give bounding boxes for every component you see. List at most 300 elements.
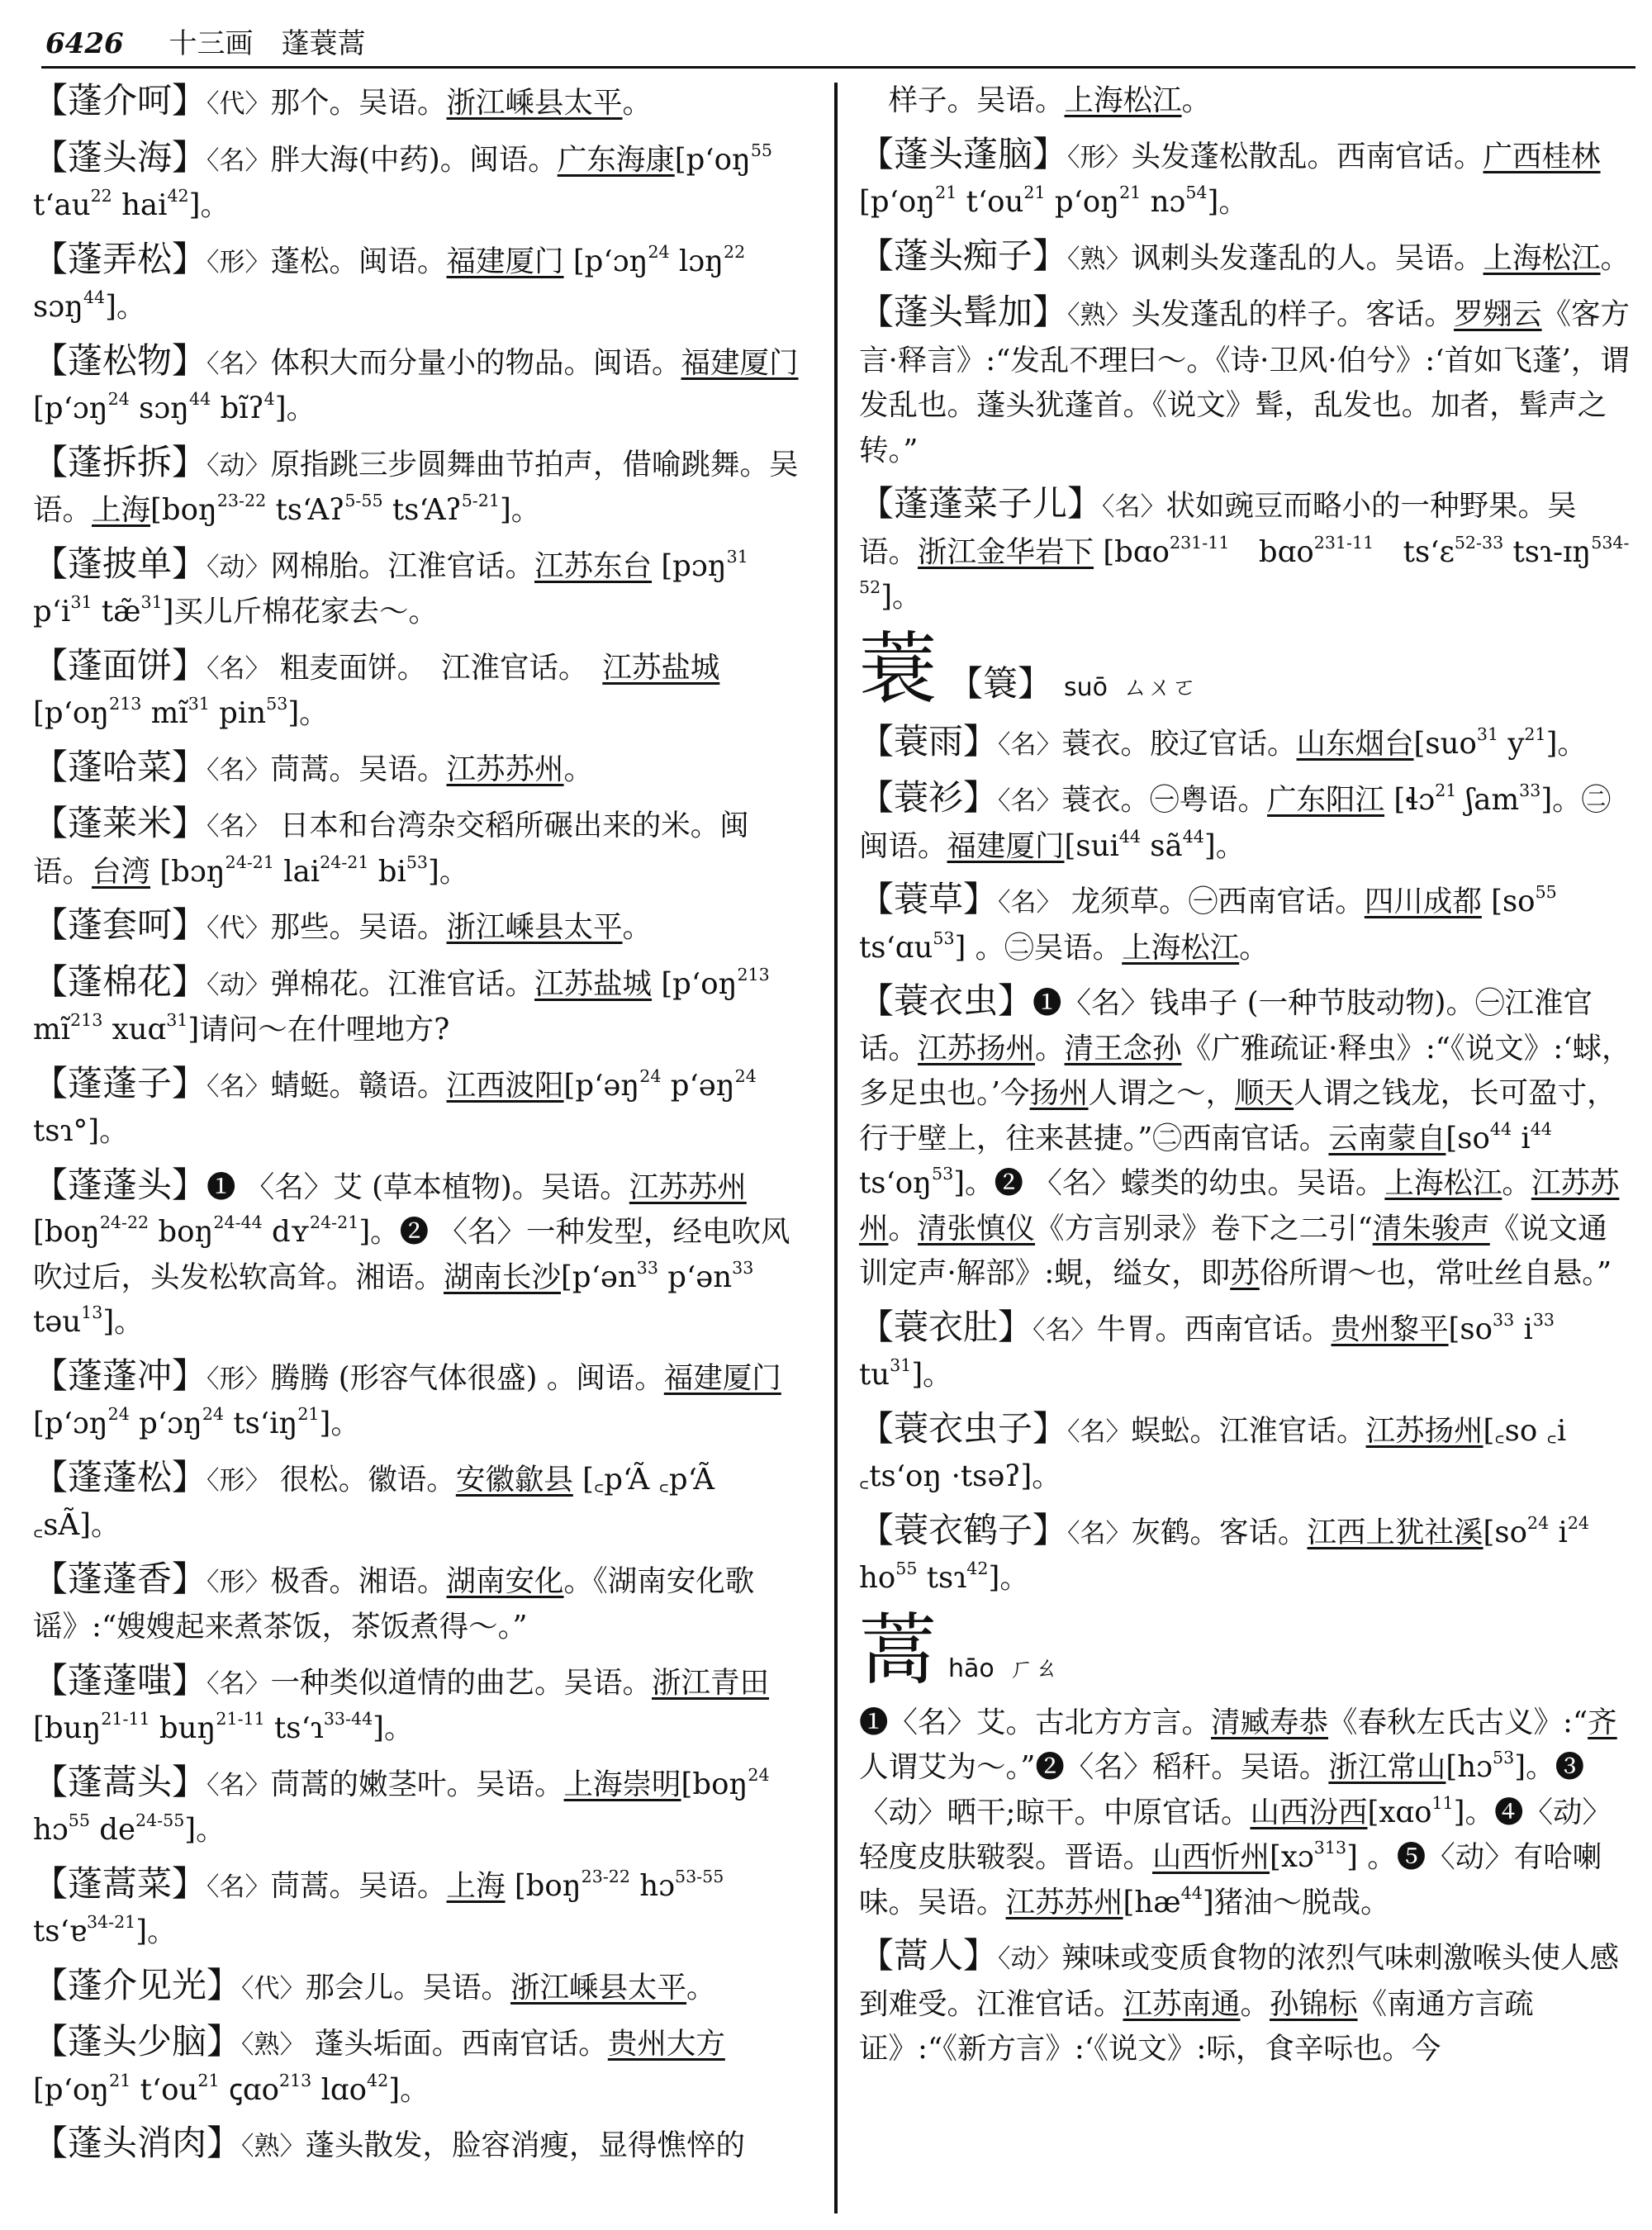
tone-mark: 42 — [367, 2070, 389, 2090]
definition-text: i — [1514, 1312, 1533, 1346]
definition-text: tsʻAʔ — [266, 493, 345, 527]
definition-text: 原指跳三步圆舞曲节拍声，借喻跳舞。吴语。 — [33, 447, 799, 527]
place-name: 上海 — [446, 1868, 506, 1903]
definition-text: lɔŋ — [669, 244, 724, 278]
tone-mark: 213 — [737, 964, 770, 985]
definition-text: 。 — [622, 86, 653, 120]
tone-mark: 21 — [1119, 182, 1142, 202]
tone-mark: 31 — [140, 591, 163, 612]
entry-headword: 【蓬蓬冲】 — [33, 1355, 207, 1396]
place-name: 广东海康 — [557, 142, 675, 177]
entry-headword: 【蓑衣虫】 — [859, 980, 1033, 1021]
entry-headword: 【蓬头蓬脑】 — [859, 133, 1068, 174]
place-name: 福建厦门 — [947, 828, 1065, 863]
tone-mark: 22 — [90, 185, 112, 206]
place-name: 江苏苏州 — [446, 752, 564, 786]
definition-text: tsʻɑu — [859, 930, 933, 965]
definition-text: tsɿ°]。 — [33, 1114, 129, 1148]
place-name: 顺天 — [1235, 1076, 1294, 1110]
tone-mark: 11 — [1431, 1792, 1454, 1813]
definition-text: ʃam — [1456, 783, 1520, 817]
tone-mark: 231-11 — [1313, 532, 1374, 553]
dictionary-entry — [859, 482, 1631, 620]
header-rule — [41, 66, 1635, 69]
definition-text: de — [89, 1813, 135, 1847]
part-of-speech: 〈名〉 — [206, 812, 271, 842]
entry-headword: 【蓬头消肉】 — [33, 2123, 242, 2163]
place-name: 上海松江 — [1122, 930, 1240, 965]
tone-mark: 55 — [895, 1558, 918, 1578]
definition-text: ]。 — [428, 854, 469, 889]
tone-mark: 21 — [197, 2070, 220, 2090]
definition-text: 蜈蚣。江淮官话。 — [1131, 1413, 1366, 1448]
place-name: 福建厦门 — [663, 1360, 781, 1395]
definition-text: ]。 — [1545, 726, 1587, 761]
definition-text: pʻi — [33, 595, 71, 629]
part-of-speech: 〈名〉 — [998, 729, 1062, 760]
definition-text: i — [1549, 1515, 1568, 1549]
zhuyin: ㄏㄠ — [1009, 1654, 1059, 1683]
definition-text: bɑo — [1229, 534, 1314, 569]
part-of-speech: 〈动〉 — [206, 970, 271, 1000]
entry-headword: 【蓬头海】 — [33, 136, 207, 178]
tone-mark: 52-33 — [1454, 532, 1504, 553]
definition-text: 粗麦面饼。 江淮官话。 — [270, 650, 603, 685]
dictionary-entry — [859, 132, 1631, 225]
entry-headword: 【蓬蒿头】 — [33, 1761, 207, 1802]
tone-mark: 24 — [639, 1065, 662, 1086]
definition-text: ]。 — [1203, 828, 1246, 863]
definition-text: mĩ — [141, 696, 188, 730]
entries-suo — [859, 719, 1631, 1601]
definition-text: pʻɔŋ — [129, 1407, 202, 1440]
entry-headword: 【蓬松物】 — [33, 339, 207, 381]
part-of-speech: 〈名〉 — [206, 1770, 271, 1801]
definition-text: 。 — [1502, 1166, 1531, 1200]
part-of-speech: 〈动〉 — [206, 552, 271, 582]
definition-text: hɔ — [33, 1813, 69, 1847]
definition-text: [boŋ — [505, 1868, 582, 1903]
definition-text: 。 — [622, 910, 653, 944]
place-name: 清张慎仪 — [918, 1211, 1036, 1245]
entry-headword: 【蒿人】 — [859, 1935, 999, 1976]
place-name: 贵州大方 — [607, 2027, 725, 2061]
entry-headword: 【蓬头痴子】 — [859, 235, 1068, 276]
entry-headword: 【蓬蓬头】 — [33, 1164, 207, 1205]
definition-text: 。 — [1239, 930, 1269, 965]
definition-text: [suo — [1413, 726, 1477, 761]
definition-text: 蓬头散发，脸容消瘦，显得憔悴的 — [305, 2128, 746, 2162]
definition-text: [pʻɔŋ — [33, 1407, 108, 1440]
part-of-speech: 〈名〉 — [1032, 1315, 1097, 1345]
definition-text: ]。 — [911, 1358, 952, 1392]
definition-text: 头发蓬乱的样子。客话。 — [1131, 297, 1455, 331]
tone-mark: 33 — [732, 1257, 754, 1278]
definition-text: 人谓之～， — [1088, 1076, 1236, 1110]
part-of-speech: 〈熟〉 — [1067, 244, 1132, 274]
column-divider — [834, 83, 838, 2213]
part-of-speech: 〈动〉 — [206, 450, 271, 481]
place-name: 贵州黎平 — [1331, 1312, 1449, 1346]
part-of-speech: 〈代〉 — [206, 913, 271, 943]
definition-text: tæ̃ — [92, 595, 141, 629]
entry-headword: 【蓑草】 — [859, 879, 999, 919]
definition-text: ]。 — [102, 1305, 144, 1339]
definition-text: 样子。吴语。 — [859, 83, 1065, 117]
definition-text: ]。 — [188, 188, 230, 222]
definition-text: 胖大海(中药)。闽语。 — [270, 142, 558, 177]
definition-text: hai — [112, 188, 168, 222]
part-of-speech: 〈形〉 — [206, 1465, 271, 1496]
definition-text: 。 — [563, 752, 594, 786]
definition-text: bi — [368, 854, 406, 889]
definition-text: tʻou — [131, 2072, 198, 2107]
dictionary-entry — [33, 1658, 801, 1752]
tone-mark: 44 — [189, 388, 211, 409]
dictionary-entry — [33, 1760, 801, 1853]
pinyin: suō — [1064, 672, 1108, 702]
definition-text: pʻəŋ — [661, 1068, 735, 1103]
definition-text: [boŋ — [150, 493, 217, 527]
tone-mark: 24 — [202, 1403, 225, 1424]
definition-text: ]请问～在什哩地方? — [188, 1013, 450, 1046]
tone-mark: 33 — [1493, 1309, 1515, 1330]
definition-text: [so — [1481, 885, 1536, 918]
definition-text: 弹棉花。江淮官话。 — [270, 966, 535, 1001]
place-name: 上海崇明 — [563, 1767, 681, 1801]
definition-text: ho — [859, 1561, 896, 1595]
definition-text: 讽刺头发蓬乱的人。吴语。 — [1131, 240, 1483, 275]
part-of-speech: 〈代〉 — [206, 89, 271, 119]
entry-headword: 【蓬蓬菜子儿】 — [859, 483, 1103, 524]
place-name: 浙江青田 — [652, 1665, 770, 1700]
dictionary-entry — [33, 2019, 801, 2113]
dictionary-entry — [33, 237, 801, 330]
entry-headword: 【蓬蓬香】 — [33, 1558, 207, 1599]
entry-headword: 【蓬头髶加】 — [859, 292, 1068, 332]
tone-mark: 21 — [297, 1403, 320, 1424]
entry-headword: 【蓬介见光】 — [33, 1964, 242, 2005]
definition-text: tʻau — [33, 188, 91, 222]
definition-text: 。 — [1240, 1986, 1270, 2021]
tone-mark: 53 — [406, 852, 429, 872]
dictionary-entry — [33, 1455, 801, 1549]
definition-text: i — [1512, 1121, 1531, 1155]
dictionary-entry — [859, 78, 1631, 124]
definition-text: [pʻoŋ — [674, 142, 751, 177]
definition-text: tʻou — [957, 185, 1024, 219]
tone-mark: 33 — [1519, 780, 1541, 800]
place-name: 浙江金华岩下 — [918, 534, 1094, 569]
definition-text: pʻən — [657, 1260, 733, 1294]
entry-headword: 【蓬哈菜】 — [33, 746, 207, 787]
entry-headword: 【蓬蒿菜】 — [33, 1862, 207, 1904]
tone-mark: 4 — [263, 388, 275, 409]
definition-text: ❶〈名〉艾。古北方方言。 — [859, 1705, 1212, 1739]
tone-mark: 231-11 — [1170, 532, 1230, 553]
definition-text: 体积大而分量小的物品。闽语。 — [270, 345, 681, 380]
entry-headword: 【蓬莱米】 — [33, 803, 207, 843]
tone-mark: 313 — [1313, 1837, 1347, 1858]
tone-mark: 31 — [166, 1009, 188, 1030]
dictionary-entry — [33, 745, 801, 794]
definition-text: 蜻蜓。赣语。 — [270, 1068, 447, 1103]
dictionary-entry — [859, 1508, 1631, 1601]
definition-text: 头发蓬松散乱。西南官话。 — [1131, 139, 1483, 173]
part-of-speech: 〈名〉 — [206, 755, 271, 785]
definition-text: [xɑo — [1367, 1795, 1432, 1829]
definition-text: 茼蒿。吴语。 — [270, 752, 447, 786]
definition-text: pʻoŋ — [1045, 185, 1120, 219]
definition-text: 人谓艾为～。”❷〈名〉稻秆。吴语。 — [859, 1750, 1329, 1784]
definition-text: 牛胃。西南官话。 — [1096, 1312, 1332, 1346]
place-name: 山西汾西 — [1250, 1795, 1368, 1829]
part-of-speech: 〈动〉 — [998, 1944, 1062, 1974]
zhuyin: ㄙㄨㄛ — [1123, 672, 1198, 702]
definition-text: ]。 — [105, 290, 146, 324]
entry-headword: 【蓬套呵】 — [33, 904, 207, 945]
place-name: 浙江嵊县太平 — [446, 910, 623, 944]
definition-text: bĩʔ — [211, 391, 264, 425]
definition-text: [bɔŋ — [150, 854, 225, 889]
tone-mark: 24-21 — [310, 1212, 359, 1232]
definition-text: ]。 — [274, 391, 316, 425]
place-name: 江苏苏州 — [1005, 1885, 1123, 1919]
tone-mark: 21 — [935, 182, 957, 202]
tone-mark: 44 — [1489, 1118, 1512, 1139]
dictionary-entry — [33, 339, 801, 432]
definition-text: ]。㊁闽语。 — [859, 783, 1612, 863]
part-of-speech: 〈名〉 — [206, 1872, 271, 1902]
tone-mark: 24-21 — [225, 852, 274, 872]
definition-text: 《南通方言疏证》:“《新方言》:‘《说文》:呩，食辛呩也。今 — [859, 1986, 1534, 2066]
tone-mark: 53 — [933, 928, 955, 948]
definition-text: ]。 — [988, 1561, 1029, 1595]
tone-mark: 24 — [748, 1764, 770, 1785]
tone-mark: 53 — [266, 693, 288, 714]
tone-mark: 534-52 — [859, 532, 1630, 597]
definition-text: 。 — [1181, 83, 1212, 117]
tone-mark: 21 — [109, 2070, 131, 2090]
part-of-speech: 〈名〉 — [998, 786, 1062, 816]
definition-text: tsʻAʔ — [382, 493, 462, 527]
dictionary-entry — [859, 1407, 1631, 1500]
part-of-speech: 〈名〉 — [206, 1668, 271, 1699]
definition-text: [xɔ — [1270, 1840, 1314, 1874]
part-of-speech: 〈形〉 — [206, 247, 271, 278]
dictionary-entry — [859, 719, 1631, 768]
place-name: 江苏盐城 — [602, 650, 720, 685]
tone-mark: 55 — [750, 140, 773, 160]
dictionary-entry — [859, 1305, 1631, 1398]
definition-text: [pʻɔŋ — [33, 391, 108, 425]
definition-text: tsʻɛ — [1374, 534, 1455, 569]
entry-headword: 【蓑衣虫子】 — [859, 1407, 1068, 1449]
dictionary-entry — [33, 801, 801, 894]
place-name: 江西波阳 — [446, 1068, 564, 1103]
dictionary-entry — [859, 1701, 1631, 1926]
part-of-speech: 〈代〉 — [241, 1973, 306, 2004]
definition-text: 。 — [686, 1970, 716, 2005]
dictionary-entry — [859, 290, 1631, 473]
entry-headword: 【蓬面饼】 — [33, 644, 207, 686]
entry-headword: 【蓑雨】 — [859, 720, 999, 762]
tone-mark: 24 — [1567, 1512, 1590, 1533]
place-name: 罗翙云 — [1454, 297, 1542, 331]
definition-text: [꜀pʻÃ ꜀pʻÃ ꜀sÃ]。 — [33, 1462, 714, 1542]
part-of-speech: 〈名〉 — [206, 653, 271, 684]
tone-mark: 213 — [279, 2070, 312, 2090]
part-of-speech: 〈名〉 — [998, 888, 1062, 918]
tone-mark: 34-21 — [86, 1911, 136, 1932]
part-of-speech: 〈名〉 — [1067, 1518, 1132, 1549]
definition-text: tsʻiŋ — [224, 1407, 298, 1440]
definition-text: ]。❸〈动〉晒干;晾干。中原官话。 — [859, 1750, 1585, 1829]
definition-text: 蓑衣。㊀粤语。 — [1061, 783, 1268, 817]
definition-text: ❶〈名〉钱串子 (一种节肢动物)。㊀江淮官话。 — [859, 986, 1593, 1065]
dictionary-entry — [33, 542, 801, 635]
place-name: 上海松江 — [1483, 240, 1601, 275]
entry-headword: 【蓬蓬子】 — [33, 1062, 207, 1103]
definition-text: pin — [209, 696, 267, 730]
definition-text: mĩ — [33, 1013, 71, 1046]
place-name: 广东阳江 — [1267, 783, 1385, 817]
definition-text: ]。 — [881, 580, 922, 614]
definition-text: 龙须草。㊀西南官话。 — [1061, 885, 1365, 918]
definition-text: 状如豌豆而略小的一种野果。吴语。 — [859, 489, 1577, 569]
dictionary-entry — [33, 440, 801, 534]
definition-text: buŋ — [150, 1711, 216, 1745]
place-name: 上海松江 — [1384, 1166, 1502, 1200]
part-of-speech: 〈熟〉 — [1067, 301, 1132, 330]
entry-headword: 【蓬蓬嗤】 — [33, 1659, 207, 1701]
place-name: 孙锦标 — [1270, 1986, 1358, 2021]
definition-text: 辣味或变质食物的浓烈气味刺激喉头使人感到难受。江淮官话。 — [859, 1941, 1620, 2021]
entry-headword: 【蓑衫】 — [859, 777, 999, 818]
entry-headword: 【蓬披单】 — [33, 543, 207, 584]
tone-mark: 21-11 — [101, 1708, 150, 1729]
variant-char: 【簑】 — [948, 662, 1053, 704]
dictionary-entry — [33, 1061, 801, 1155]
definition-text: ]。❷ 〈名〉一种发型，经电吹风吹过后，头发松软高耸。湘语。 — [33, 1215, 790, 1294]
part-of-speech: 〈名〉 — [206, 349, 271, 379]
definition-text: 蓑衣。胶辽官话。 — [1061, 726, 1297, 761]
tone-mark: 53 — [1493, 1747, 1515, 1767]
definition-text: [boŋ — [681, 1767, 748, 1801]
place-name: 江苏苏州 — [859, 1166, 1620, 1245]
tone-mark: 31 — [726, 546, 748, 567]
definition-text: ] 。㊁吴语。 — [954, 930, 1123, 965]
definition-text: 日本和台湾杂交稻所碾出来的米。闽语。 — [33, 809, 749, 889]
section-title: 十三画 蓬蓑蒿 — [169, 27, 366, 60]
tone-mark: 44 — [1182, 826, 1204, 847]
definition-text: ]买儿斤棉花家去～。 — [162, 595, 439, 629]
pinyin: hāo — [948, 1654, 995, 1683]
right-column — [859, 78, 1631, 2081]
definition-text: [pʻoŋ — [33, 696, 110, 730]
definition-text: 。《湖南安化歌谣》:“嫂嫂起来煮茶饭，茶饭煮得～。” — [33, 1563, 755, 1644]
definition-text: 极香。湘语。 — [270, 1563, 447, 1598]
definition-text: [hæ — [1123, 1885, 1181, 1919]
definition-text: lɑo — [311, 2072, 368, 2107]
dictionary-entry — [859, 776, 1631, 869]
definition-text: ]。❹〈动〉轻度皮肤皲裂。晋语。 — [859, 1795, 1612, 1874]
definition-text: 《说文通训定声·解部》:蜆，缢女，即 — [859, 1211, 1607, 1290]
definition-text: 那会儿。吴语。 — [305, 1970, 511, 2005]
definition-text: [so — [1446, 1121, 1490, 1155]
place-name: 四川成都 — [1364, 885, 1482, 918]
definition-text: sɔŋ — [129, 391, 190, 425]
dictionary-entry — [33, 1354, 801, 1447]
tone-mark: 13 — [81, 1302, 103, 1322]
place-name: 福建厦门 — [446, 244, 564, 278]
tone-mark: 44 — [1180, 1882, 1203, 1903]
char-head-hao — [859, 1605, 1631, 1696]
definition-text: ]。 — [135, 1914, 177, 1948]
definition-text: [pʻən — [561, 1260, 637, 1294]
definition-text: ]。 — [1207, 185, 1248, 219]
definition-text: dʏ — [262, 1215, 310, 1249]
page-number: 6426 — [45, 27, 124, 60]
dictionary-entry — [33, 1163, 801, 1345]
definition-text: 人谓之钱龙，长可盈寸，行于壁上，往来甚捷。”㊁西南官话。 — [859, 1076, 1616, 1155]
place-name: 上海 — [92, 493, 151, 527]
definition-text: [so — [1483, 1515, 1527, 1549]
dictionary-entry — [33, 2121, 801, 2170]
definition-text: [pʻəŋ — [563, 1068, 640, 1103]
tone-mark: 24 — [1527, 1512, 1550, 1533]
tone-mark: 24-22 — [99, 1212, 150, 1232]
tone-mark: 21 — [1435, 780, 1457, 800]
tone-mark: 24-55 — [135, 1810, 185, 1830]
definition-text: hɔ — [629, 1868, 676, 1903]
definition-text: ]。 — [499, 493, 541, 527]
definition-text: tu — [859, 1358, 890, 1392]
place-name: 扬州 — [1029, 1076, 1089, 1110]
tone-mark: 33 — [1532, 1309, 1555, 1330]
definition-text: tsɿ-ɪŋ — [1503, 534, 1592, 569]
place-name: 湖南安化 — [446, 1563, 564, 1598]
tone-mark: 5-21 — [461, 490, 500, 510]
definition-text: 茼蒿。吴语。 — [270, 1868, 447, 1903]
tone-mark: 44 — [1118, 826, 1142, 847]
head-char: 蒿 — [859, 1605, 938, 1696]
part-of-speech: 〈形〉 — [1067, 142, 1132, 173]
definition-text: tsʻɿ — [264, 1711, 324, 1745]
tone-mark: 53-55 — [675, 1866, 724, 1886]
entry-headword: 【蓑衣肚】 — [859, 1306, 1033, 1347]
tone-mark: 44 — [83, 287, 106, 307]
tone-mark: 24-21 — [320, 852, 369, 872]
definition-text: [pɔŋ — [652, 548, 727, 583]
dictionary-entry — [33, 1862, 801, 1955]
entry-headword: 【蓬棉花】 — [33, 961, 207, 1002]
part-of-speech: 〈形〉 — [206, 1567, 271, 1597]
tone-mark: 31 — [1476, 724, 1499, 744]
definition-text: 《广雅疏证·释虫》:“《说文》:‘蛷，多足虫也。’今 — [859, 1031, 1631, 1110]
tone-mark: 54 — [1185, 182, 1208, 202]
tone-mark: 23-22 — [216, 490, 267, 510]
definition-text: sɔŋ — [33, 290, 83, 324]
place-name: 浙江嵊县太平 — [446, 86, 623, 120]
definition-text: [hɔ — [1446, 1750, 1493, 1784]
definition-text: [pʻɔŋ — [563, 244, 648, 278]
definition-text: 很松。徽语。 — [270, 1462, 456, 1497]
part-of-speech: 〈熟〉 — [241, 2132, 306, 2161]
tone-mark: 55 — [1535, 881, 1557, 902]
tone-mark: 33-44 — [323, 1708, 373, 1729]
definition-text: 蓬头垢面。西南官话。 — [305, 2027, 608, 2061]
